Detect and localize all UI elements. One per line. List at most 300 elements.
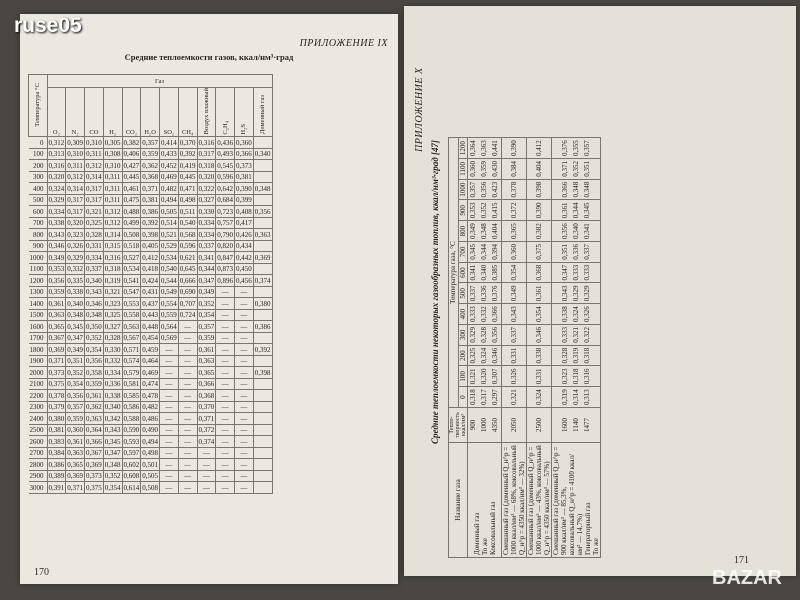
value: 0,361 (560, 202, 569, 219)
table-row (29, 309, 273, 321)
value-cell: — (160, 367, 179, 379)
value-cell: 0,498 (142, 449, 158, 458)
gas-column-header: SO₂ (160, 88, 179, 137)
value-cell: 0,412 (142, 253, 158, 262)
value-cell: 0,336 (104, 380, 121, 389)
value-cell: 0,511 (179, 207, 196, 216)
value-cell: — (178, 401, 197, 413)
value-cell: 0,347 (67, 334, 83, 343)
value-cell: 0,310 (86, 138, 102, 147)
value-cell: 0,540 (179, 219, 196, 228)
value-cell: — (216, 447, 235, 459)
gas-name-cell (502, 443, 527, 558)
value-cell: — (160, 401, 179, 413)
value: 0,412 (534, 140, 543, 156)
value-cell: 0,564 (161, 322, 177, 331)
value-cell: 0,482 (161, 184, 177, 193)
value-cell: 0,454 (142, 334, 158, 343)
value-cell: 0,370 (179, 138, 196, 147)
value-cell: 0,366 (236, 150, 252, 159)
value: 0,321 (509, 389, 518, 405)
value-cell: — (235, 298, 254, 310)
value: 0,366 (560, 181, 569, 198)
value: 0,390 (534, 202, 543, 219)
value-cell: 0,490 (142, 426, 158, 435)
value-cell: 0,724 (179, 311, 196, 320)
value: 0,359 (480, 161, 488, 177)
value: 0,348 (582, 181, 591, 198)
value-cell (253, 171, 272, 183)
value-cell: 0,361 (86, 391, 102, 400)
value-cell: 0,338 (48, 219, 65, 228)
value-cell: 0,478 (142, 391, 158, 400)
value-cell: 0,324 (48, 184, 65, 193)
value: 0,376 (491, 285, 499, 302)
value-cell: — (235, 459, 254, 471)
value: 0,382 (534, 223, 543, 239)
value: 0,331 (509, 347, 518, 364)
value: 0,360 (469, 161, 477, 177)
value: 0,319 (560, 389, 569, 405)
value: 0,351 (582, 161, 591, 177)
heat-value: 1477 (582, 418, 591, 432)
value-cell: — (216, 332, 235, 344)
temp-column-header: 700 (458, 242, 468, 263)
temperature-cell: 1100 (29, 263, 48, 275)
table-row (29, 137, 273, 149)
value-cell: — (178, 367, 197, 379)
value: 0,357 (582, 140, 591, 156)
value-cell (253, 160, 272, 172)
value-cell: — (216, 482, 235, 494)
value-cell: 0,354 (198, 311, 215, 320)
value-cell: 0,518 (123, 242, 140, 251)
table-row (29, 413, 273, 425)
value-cell: 0,316 (198, 138, 215, 147)
gas-name: Доменный газ (472, 512, 481, 555)
value-cell: 0,540 (161, 265, 177, 274)
value-cell: — (178, 459, 197, 471)
value: 0,343 (560, 285, 569, 302)
value-cell: 0,359 (142, 150, 158, 159)
value: 0,398 (534, 181, 543, 198)
heat-value-cell (502, 408, 527, 443)
table-title: Средние теплоемкости некоторых газообразных топлив, ккал/нм³·град [47] (430, 140, 440, 444)
temperature-cell: 1500 (29, 309, 48, 321)
temp-column-header: 100 (458, 366, 468, 387)
value: 0,337 (469, 285, 477, 302)
value: 0,319 (571, 347, 580, 364)
table-row (29, 470, 273, 482)
value-cell: 0,359 (86, 380, 102, 389)
temp-column-header: 1200 (458, 138, 468, 159)
value-cell (468, 262, 502, 283)
value-cell: — (197, 482, 216, 494)
value: 0,318 (469, 389, 477, 405)
value-cell: 0,363 (198, 357, 215, 366)
value-cell: 0,383 (48, 437, 65, 446)
value-cell: — (160, 344, 179, 356)
watermark-logo: BAZAR (712, 567, 782, 589)
gas-column-header: Воздух влажный (197, 88, 216, 137)
value-cell: — (235, 482, 254, 494)
value-cell: 0,365 (67, 460, 83, 469)
value-cell: 0,645 (179, 265, 196, 274)
value-cell: 0,328 (104, 334, 121, 343)
value-cell: 0,442 (236, 253, 252, 262)
value-cell (253, 194, 272, 206)
value-cell: 0,380 (254, 299, 271, 308)
value: 0,355 (571, 140, 580, 156)
value-cell: 0,364 (86, 426, 102, 435)
value-cell (253, 378, 272, 390)
value-cell: 0,334 (104, 368, 121, 377)
value: 0,423 (491, 181, 499, 198)
value-cell: 0,417 (236, 219, 252, 228)
value: 0,326 (582, 306, 591, 322)
value-cell (253, 217, 272, 229)
value-cell: 0,586 (123, 403, 140, 412)
value: 0,364 (469, 140, 477, 156)
value-cell: 0,312 (104, 207, 121, 216)
gas-column-header: N₂ (66, 88, 85, 137)
temperature-cell: 1400 (29, 298, 48, 310)
temp-column-header: 300 (458, 325, 468, 346)
value-cell: 0,567 (123, 334, 140, 343)
value-cell (502, 221, 527, 242)
value: 0,348 (480, 223, 488, 239)
gas-column-header: C₂H₄ (216, 88, 235, 137)
gas-column-header: H₂S (235, 88, 254, 137)
value-cell: 0,363 (67, 449, 83, 458)
value-cell: 0,559 (161, 311, 177, 320)
value-cell: — (235, 367, 254, 379)
temperature-cell: 800 (29, 229, 48, 241)
value-cell: — (235, 436, 254, 448)
temperature-cell: 700 (29, 217, 48, 229)
value: 0,360 (509, 244, 518, 260)
value-cell: 0,464 (142, 357, 158, 366)
value-cell: 0,614 (123, 483, 140, 492)
value-cell: 0,365 (198, 368, 215, 377)
value-cell (552, 366, 601, 387)
value-cell (468, 242, 502, 263)
value-cell: — (160, 390, 179, 402)
value-cell (502, 387, 527, 408)
value-cell: 0,534 (161, 253, 177, 262)
gas-name-cell (527, 443, 552, 558)
temperature-cell: 100 (29, 148, 48, 160)
value-cell (253, 413, 272, 425)
value-cell: 0,334 (48, 207, 65, 216)
value-cell: 0,325 (86, 219, 102, 228)
value-cell: 0,469 (161, 173, 177, 182)
value-cell: — (216, 344, 235, 356)
value-cell: 0,372 (198, 426, 215, 435)
value-cell: 0,384 (48, 449, 65, 458)
gas-column-header: O₂ (47, 88, 66, 137)
value-cell (502, 242, 527, 263)
value-cell: 0,340 (67, 299, 83, 308)
value-cell (502, 366, 527, 387)
value-cell: 0,356 (48, 276, 65, 285)
value-cell (253, 401, 272, 413)
temperature-cell: 2900 (29, 470, 48, 482)
value-cell: 0,371 (48, 357, 65, 366)
value-cell: 0,373 (236, 161, 252, 170)
value-cell: 0,316 (48, 161, 65, 170)
value-cell: 0,312 (67, 173, 83, 182)
heat-value: 4350 (491, 418, 499, 432)
heat-value: 1000 (480, 418, 488, 432)
value-cell (527, 138, 552, 159)
value-cell (552, 345, 601, 366)
value-cell: 0,357 (142, 138, 158, 147)
value-cell: 0,348 (254, 184, 271, 193)
value: 0,333 (469, 306, 477, 322)
value: 0,415 (491, 202, 499, 219)
value-cell: 0,434 (236, 242, 252, 251)
value: 0,338 (534, 347, 543, 364)
value-cell: 0,558 (123, 311, 140, 320)
value-cell: 0,366 (86, 437, 102, 446)
value-cell: 0,545 (217, 161, 233, 170)
temperature-cell: 2700 (29, 447, 48, 459)
value-cell (527, 200, 552, 221)
value-cell: 0,608 (123, 472, 140, 481)
value-cell (552, 387, 601, 408)
temperature-cell: 2200 (29, 390, 48, 402)
value-cell: — (216, 424, 235, 436)
value-cell: 0,418 (142, 265, 158, 274)
value-cell: 0,596 (179, 242, 196, 251)
value-cell: 0,493 (217, 150, 233, 159)
value-cell (552, 283, 601, 304)
value-cell: 0,723 (217, 207, 233, 216)
value-cell: — (197, 470, 216, 482)
value-cell (253, 390, 272, 402)
value: 0,341 (469, 264, 477, 281)
value-cell: 0,362 (142, 161, 158, 170)
value-cell: 0,414 (161, 138, 177, 147)
value-cell: 0,690 (179, 288, 196, 297)
value-cell: 0,366 (198, 380, 215, 389)
value-cell: 0,684 (217, 196, 233, 205)
value-cell: 0,373 (48, 368, 65, 377)
value-cell: 0,382 (123, 138, 140, 147)
value: 0,361 (534, 285, 543, 302)
value-cell: 0,474 (142, 380, 158, 389)
value-cell: 0,305 (104, 138, 121, 147)
value-cell: — (216, 436, 235, 448)
value: 0,328 (480, 327, 488, 343)
value-cell: 0,392 (254, 345, 271, 354)
value-cell: 0,574 (123, 357, 140, 366)
value: 0,430 (491, 161, 499, 177)
value-cell: 0,349 (67, 345, 83, 354)
temp-column-header: 900 (458, 200, 468, 221)
value-cell: 0,356 (254, 207, 271, 216)
temperature-cell: 2500 (29, 424, 48, 436)
value: 0,321 (571, 327, 580, 343)
value-cell (468, 179, 502, 200)
value-cell: 0,354 (104, 483, 121, 492)
value-cell: 0,527 (123, 253, 140, 262)
value-cell: 0,317 (86, 196, 102, 205)
table-row (29, 436, 273, 448)
value-cell: 0,369 (86, 460, 102, 469)
value-cell: 0,352 (198, 299, 215, 308)
value: 0,336 (571, 244, 580, 260)
value-cell: 0,349 (198, 288, 215, 297)
value-cell: — (216, 298, 235, 310)
temperature-cell: 1800 (29, 344, 48, 356)
value-cell: 0,321 (86, 207, 102, 216)
value: 0,333 (571, 264, 580, 281)
value-cell: 0,327 (198, 196, 215, 205)
value-cell (552, 325, 601, 346)
table-row (29, 459, 273, 471)
value-cell (468, 159, 502, 180)
value-cell: 0,433 (161, 150, 177, 159)
value: 0,323 (560, 368, 569, 385)
value-cell: 0,553 (123, 299, 140, 308)
value-cell (253, 482, 272, 494)
value-cell: 0,345 (67, 322, 83, 331)
value-cell: — (160, 436, 179, 448)
value: 0,318 (571, 368, 580, 385)
value: 0,297 (491, 389, 499, 405)
value-cell: 0,461 (123, 184, 140, 193)
value-cell: 0,398 (254, 368, 271, 377)
value-cell (253, 470, 272, 482)
value: 0,340 (480, 264, 488, 281)
value-cell: 0,757 (217, 219, 233, 228)
value-cell: 0,338 (67, 288, 83, 297)
value-cell: 0,666 (179, 276, 196, 285)
value: 0,346 (534, 327, 543, 343)
value-cell: 0,469 (142, 368, 158, 377)
value-cell (527, 366, 552, 387)
value: 0,356 (480, 181, 488, 198)
value-cell: 0,311 (67, 161, 83, 170)
value-cell: 0,341 (198, 253, 215, 262)
value-cell: — (216, 401, 235, 413)
value-cell: 0,508 (142, 483, 158, 492)
value-cell: 0,315 (104, 242, 121, 251)
value-cell: 0,642 (217, 184, 233, 193)
value-cell: 0,370 (198, 403, 215, 412)
value-cell: 0,344 (198, 265, 215, 274)
value-cell (253, 355, 272, 367)
value-cell: 0,554 (161, 299, 177, 308)
table-row (29, 263, 273, 275)
value-cell: — (235, 286, 254, 298)
value: 0,371 (560, 161, 569, 177)
value-cell: 0,340 (104, 403, 121, 412)
value-cell: 0,358 (86, 368, 102, 377)
value-cell: 0,391 (48, 483, 65, 492)
value-cell: 0,593 (123, 437, 140, 446)
table-row (29, 355, 273, 367)
table-row (29, 367, 273, 379)
temp-column-header: 200 (458, 345, 468, 366)
value-cell: 0,847 (217, 253, 233, 262)
temp-column-header: 1100 (458, 159, 468, 180)
table-title: Средние теплоемкости газов, ккал/нм³·град (124, 52, 294, 62)
value-cell (552, 304, 601, 325)
temperature-cell: 2100 (29, 378, 48, 390)
temperature-cell: 900 (29, 240, 48, 252)
value-cell: 0,498 (179, 196, 196, 205)
table-row (29, 321, 273, 333)
left-page (20, 14, 398, 584)
temperature-cell: 1300 (29, 286, 48, 298)
value: 0,322 (582, 327, 591, 343)
table-row (29, 390, 273, 402)
value-cell: 0,348 (67, 311, 83, 320)
value-cell: 0,335 (67, 276, 83, 285)
value-cell: 0,602 (123, 460, 140, 469)
value-cell: 0,320 (48, 173, 65, 182)
value: 0,351 (560, 244, 569, 260)
value-cell: 0,367 (86, 449, 102, 458)
value-cell (253, 137, 272, 149)
value-cell: — (178, 424, 197, 436)
value-cell: 0,314 (86, 173, 102, 182)
value-cell: 0,320 (67, 219, 83, 228)
value-cell: 0,359 (48, 288, 65, 297)
temperature-cell: 0 (29, 137, 48, 149)
value-cell (552, 159, 601, 180)
value-cell: 0,334 (198, 219, 215, 228)
value-cell (502, 179, 527, 200)
value-cell: — (235, 355, 254, 367)
value: 0,324 (480, 347, 488, 364)
value-cell: 0,319 (104, 276, 121, 285)
value-cell: 0,347 (198, 276, 215, 285)
value-cell (502, 283, 527, 304)
value: 0,320 (480, 368, 488, 385)
value-cell: 0,337 (86, 265, 102, 274)
value-cell: — (216, 367, 235, 379)
value-cell (468, 325, 502, 346)
value-cell: 0,501 (142, 460, 158, 469)
gas-column-header: H₂ (103, 88, 122, 137)
value: 0,324 (534, 389, 543, 405)
value-cell: 0,590 (123, 426, 140, 435)
gas-column-header: Доменный газ (253, 88, 272, 137)
gas-name: То же (480, 538, 489, 555)
value-cell: 0,357 (198, 322, 215, 331)
value-cell: — (235, 390, 254, 402)
temperature-cell: 1700 (29, 332, 48, 344)
value-cell: 0,482 (142, 403, 158, 412)
value-cell: 0,352 (104, 472, 121, 481)
value-cell (253, 459, 272, 471)
value-cell: 0,317 (67, 196, 83, 205)
temp-column-header: 600 (458, 262, 468, 283)
value-cell: 0,332 (67, 265, 83, 274)
value-cell: 0,585 (123, 391, 140, 400)
value: 0,354 (534, 306, 543, 322)
value-cell: 0,596 (217, 173, 233, 182)
value-cell: 0,367 (48, 334, 65, 343)
value-cell: 0,310 (104, 161, 121, 170)
value-cell: 0,406 (123, 150, 140, 159)
value-cell: 0,323 (67, 230, 83, 239)
value-cell (468, 221, 502, 242)
